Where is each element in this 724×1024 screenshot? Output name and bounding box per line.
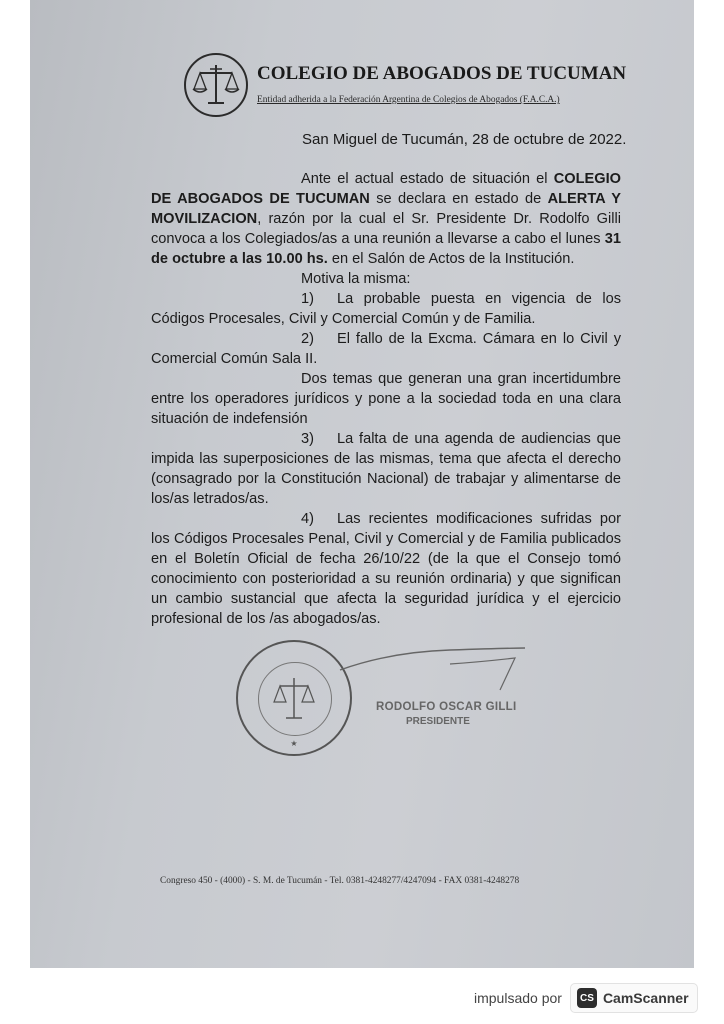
intro-text-4: en el Salón de Actos de la Institución. [327,251,575,267]
scales-of-justice-logo-icon [184,53,248,117]
camscanner-badge [570,983,698,1013]
list-item-number: 4) [301,511,314,527]
camscanner-watermark [474,984,698,1012]
intro-alert-bold: ALERTA Y MOVILIZACION [151,191,621,227]
signature [330,640,530,700]
intro-date-bold: 31 de octubre a las 10.00 hs. [151,231,621,267]
org-subtitle: Entidad adherida a la Federación Argentina de Colegios de Abogados (F.A.C.A.) [257,95,560,105]
camscanner-brand: CamScanner [602,990,689,1006]
signer-role: PRESIDENTE [406,716,470,727]
signer-name: RODOLFO OSCAR GILLI [376,701,517,713]
intro-text-1: Ante el actual estado de situación el [301,171,554,187]
motiva-line: Motiva la misma: [301,271,411,287]
list-item-text: La falta de una agenda de audiencias que impida las superposiciones de las mismas, tema que afecta el derecho (consagrado por la Constitución Nacional) de trabajar y alimentarse de los/as letrados/as. [151,431,621,507]
letter-body [151,169,621,629]
date-line: San Miguel de Tucumán, 28 de octubre de 2022. [302,131,627,148]
intro-org-bold: COLEGIO DE ABOGADOS DE TUCUMAN [151,171,621,207]
intro-text-3: , razón por la cual el Sr. Presidente Dr. Rodolfo Gilli convoca a los Colegiados/as a una reunión a llevarse a cabo el lunes [151,211,621,247]
list-item [151,329,621,369]
list-item-text: Las recientes modificaciones sufridas por los Códigos Procesales Penal, Civil y Comercial y de Familia publicados en el Boletín Oficial de fecha 26/10/22 (de la que el Consejo tomó conocimiento con posterioridad a su reunión ordinaria) y que significan un cambio sustancial que afecta la seguridad jurídica y el ejercicio profesional de los /as abogados/as. [151,511,621,627]
intro-text-2: se declara en estado de [369,191,548,207]
incertidumbre-paragraph: Dos temas que generan una gran incertidumbre entre los operadores jurídicos y pone a la sociedad toda en una clara situación de indefensión [151,371,621,427]
org-title: COLEGIO DE ABOGADOS DE TUCUMAN [257,63,627,84]
list-item [151,289,621,329]
list-item-number: 1) [301,291,314,307]
list-item-text: La probable puesta en vigencia de los Códigos Procesales, Civil y Comercial Común y de Familia. [151,291,621,327]
list-item [151,509,621,629]
watermark-prefix: impulsado por [474,990,562,1006]
list-item-text: El fallo de la Excma. Cámara en lo Civil y Comercial Común Sala II. [151,331,621,367]
list-item [151,429,621,509]
camscanner-logo-icon: CS [577,988,597,1008]
list-item-number: 3) [301,431,314,447]
footer-contact: Congreso 450 - (4000) - S. M. de Tucumán - Tel. 0381-4248277/4247094 - FAX 0381-4248278 [160,876,520,886]
svg-text:★: ★ [290,739,298,748]
intro-paragraph [151,169,621,269]
list-item-number: 2) [301,331,314,347]
